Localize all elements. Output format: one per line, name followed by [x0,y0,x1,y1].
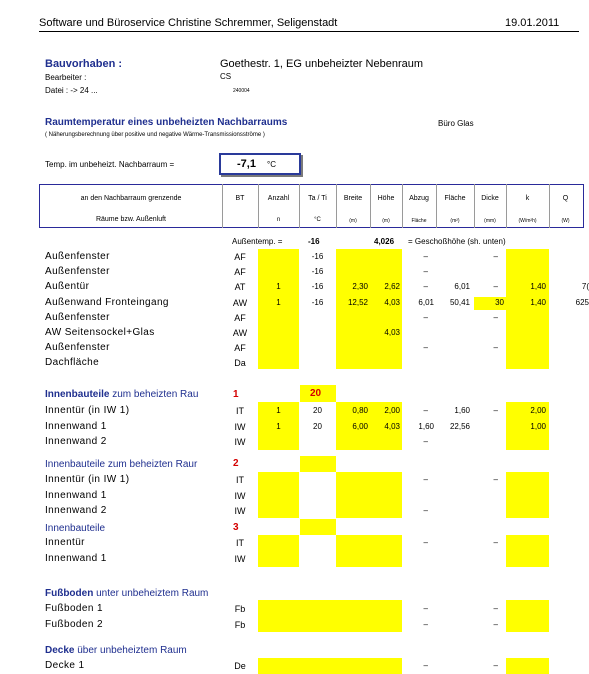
g2-0-a: – [423,475,428,484]
g1-0-a: – [423,406,428,415]
outer-4-a: – [423,312,428,322]
input-dims-outer[interactable] [336,249,402,369]
col-hoehe: Höhe [377,195,395,202]
g1-1-b: 6,00 [352,421,368,431]
g1-0-name: Innentür (in IW 1) [45,405,130,416]
col-desc-1: an den Nachbarraum grenzende [80,195,182,202]
col-anzahl-unit: n [276,217,281,223]
col-ta: Ta / Ti [308,195,327,202]
col-breite-unit: (m) [349,218,357,224]
g3-0-d: – [493,538,498,547]
outer-3-h: 4,03 [384,297,400,307]
input-anzahl-g3[interactable] [258,535,299,567]
input-k-g2[interactable] [506,472,549,518]
editor-value: CS [220,72,232,81]
g1-1-n: 1 [276,421,281,431]
outer-6-a: – [423,343,428,353]
outer-3-q: 625 [575,297,589,307]
g1-0-k: 2,00 [530,406,546,415]
floor-title [45,588,208,599]
outer-3-k: 1,40 [530,297,546,307]
ceiling-0-a: – [423,661,428,670]
outer-1-bt: AF [234,267,246,278]
section-note: Büro Glas [438,119,474,128]
col-dicke-unit: (mm) [484,218,496,224]
col-k: k [525,195,530,202]
outer-0-name: Außenfenster [45,251,110,262]
temp-unit: °C [267,160,276,169]
g2-1-bt: IW [234,490,246,501]
floor-0-d: – [493,604,498,613]
floor-0-name: Fußboden 1 [45,603,103,614]
g3-1-name: Innenwand 1 [45,552,107,564]
g3-0-a: – [423,538,428,547]
floor-1-d: – [493,619,498,629]
group2-number: 2 [233,458,239,469]
col-abzug: Abzug [409,195,429,202]
outer-2-k: 1,40 [530,282,546,292]
outer-2-d: – [493,282,498,292]
group1-title-rest: zum beheizten Rau [109,389,199,400]
g1-1-ta: 20 [313,421,322,431]
outer-3-f: 50,41 [449,297,470,307]
input-dims-g3[interactable] [336,535,402,567]
outer-0-d: – [493,252,498,261]
outer-0-a: – [423,252,428,261]
col-anzahl: Anzahl [267,195,290,202]
input-k-ceiling[interactable] [506,658,549,674]
col-breite: Breite [343,195,363,202]
outer-3-b: 12,52 [347,297,368,307]
company-name: Software und Büroservice Christine Schremmer, Seligenstadt [39,17,338,29]
ceiling-0-d: – [493,661,498,670]
outer-2-n: 1 [276,282,281,292]
col-q-unit: (W) [561,218,570,224]
g2-1-name: Innenwand 1 [45,489,107,501]
outer-7-bt: Da [234,358,246,369]
outer-6-name: Außenfenster [45,342,110,354]
input-dims-g2[interactable] [336,472,402,518]
outer-1-name: Außenfenster [45,266,110,278]
g1-1-f: 22,56 [449,421,470,431]
outer-2-name: Außentür [45,281,90,293]
input-anzahl-outer[interactable] [258,249,299,369]
floor-title-bold: Fußboden [45,588,94,599]
input-k-g3[interactable] [506,535,549,567]
floor-0-a: – [423,604,428,613]
col-k-unit: (W/m²h) [518,218,537,224]
project-value: Goethestr. 1, EG unbeheizter Nebenraum [220,58,424,70]
outer-3-d: 30 [495,297,504,307]
outer-5-h: 4,03 [384,328,400,337]
outer-4-bt: AF [234,312,246,323]
storey-height-note: = Geschoßhöhe (sh. unten) [408,237,506,246]
ceiling-title-bold: Decke [45,645,75,656]
g1-1-k: 1,00 [530,421,546,431]
storey-height: 4,026 [374,237,395,246]
outer-2-ta: -16 [311,282,324,292]
outer-4-name: Außenfenster [45,311,110,323]
project-label: Bauvorhaben : [45,58,123,70]
file-value: 240004 [233,88,250,94]
outer-2-q: 7( [581,282,589,292]
outer-6-bt: AF [234,343,246,354]
g1-1-name: Innenwand 1 [45,420,107,432]
floor-title-rest: unter unbeheiztem Raum [93,588,209,599]
col-bt: BT [235,195,245,202]
outer-2-a: – [423,282,428,292]
outer-4-d: – [493,312,498,322]
outer-0-bt: AF [234,252,246,262]
file-label: Datei : -> 24 ... [45,86,98,95]
input-k-floor[interactable] [506,600,549,632]
g1-0-f: 1,60 [454,406,470,415]
col-q: Q [562,195,569,202]
g2-0-d: – [493,475,498,484]
outside-label: Außentemp. = [232,237,283,246]
outer-1-ta: -16 [311,267,324,277]
outer-3-bt: AW [232,297,248,308]
g2-2-bt: IW [234,506,246,516]
col-abzug-unit: Fläche [411,218,427,224]
input-temp-group2[interactable] [300,456,336,472]
g1-0-d: – [493,406,498,415]
outer-0-ta: -16 [311,252,324,261]
g1-1-a: 1,60 [418,421,434,431]
g3-0-name: Innentür [45,537,85,548]
g1-0-b: 0,80 [352,406,368,415]
outer-2-h: 2,62 [384,282,400,292]
group3-title: Innenbauteile [45,523,106,534]
outer-2-bt: AT [234,282,246,293]
outer-3-ta: -16 [311,297,324,307]
group1-title-bold: Innenbauteile [45,389,110,400]
temp-result-box [219,153,301,175]
col-hoehe-unit: (m) [382,218,390,224]
input-temp-group3[interactable] [300,519,336,535]
outer-6-d: – [493,343,498,353]
outer-3-n: 1 [276,297,281,307]
g1-0-bt: IT [236,406,244,416]
group2-title: Innenbauteile zum beheizten Raur [45,459,198,470]
ceiling-title-rest: über unbeheiztem Raum [74,645,187,656]
col-dicke: Dicke [481,195,499,202]
g1-0-ta: 20 [313,406,322,415]
col-desc-2: Räume bzw. Außenluft [95,216,167,223]
floor-1-name: Fußboden 2 [45,618,103,630]
g2-0-bt: IT [236,475,244,485]
outer-2-b: 2,30 [352,282,368,292]
outside-temp: -16 [308,237,320,246]
group3-number: 3 [233,522,239,533]
g1-1-bt: IW [234,421,246,432]
input-ceiling[interactable] [258,658,402,674]
g2-2-name: Innenwand 2 [45,505,107,516]
floor-1-a: – [423,619,428,629]
ceiling-0-name: Decke 1 [45,660,85,671]
input-k-outer[interactable] [506,249,549,369]
g3-0-bt: IT [236,538,244,548]
g2-0-name: Innentür (in IW 1) [45,474,130,485]
col-flaeche: Fläche [444,195,466,202]
g1-1-h: 4,03 [384,421,400,431]
temp-label: Temp. im unbeheizt. Nachbarraum = [45,160,175,169]
group1-title [45,389,198,400]
header-rule [39,31,579,32]
input-k-g1-iw2[interactable] [506,434,549,450]
g1-2-a: – [423,437,428,446]
outer-3-name: Außenwand Fronteingang [45,296,169,308]
g1-0-n: 1 [276,406,281,415]
outer-2-f: 6,01 [454,282,470,292]
input-anzahl-g2[interactable] [258,472,299,518]
g2-2-a: – [423,506,428,515]
g1-2-bt: IW [234,437,246,447]
temp-value: -7,1 [237,158,256,170]
section-subtitle: ( Näherungsberechnung über positive und negative Wärme-Transmissionsströme ) [45,132,265,138]
col-ta-unit: °C [314,217,321,223]
floor-1-bt: Fb [234,619,246,630]
outer-1-a: – [423,267,428,277]
outer-5-name: AW Seitensockel+Glas [45,327,155,338]
outer-5-bt: AW [232,328,248,338]
section-title: Raumtemperatur eines unbeheizten Nachbarraums [45,117,288,128]
group1-number: 1 [233,389,239,400]
outer-7-name: Dachfläche [45,357,100,369]
ceiling-title [45,645,187,656]
floor-0-bt: Fb [234,604,246,614]
report-date: 19.01.2011 [505,17,560,29]
group1-temp: 20 [310,388,322,399]
g1-0-h: 2,00 [384,406,400,415]
col-flaeche-unit: (m²) [450,218,460,224]
outer-3-a: 6,01 [418,297,434,307]
ceiling-0-bt: De [234,661,246,671]
editor-label: Bearbeiter : [45,73,87,82]
g1-2-name: Innenwand 2 [45,436,107,447]
input-floor[interactable] [258,600,402,632]
g3-1-bt: IW [234,553,246,564]
